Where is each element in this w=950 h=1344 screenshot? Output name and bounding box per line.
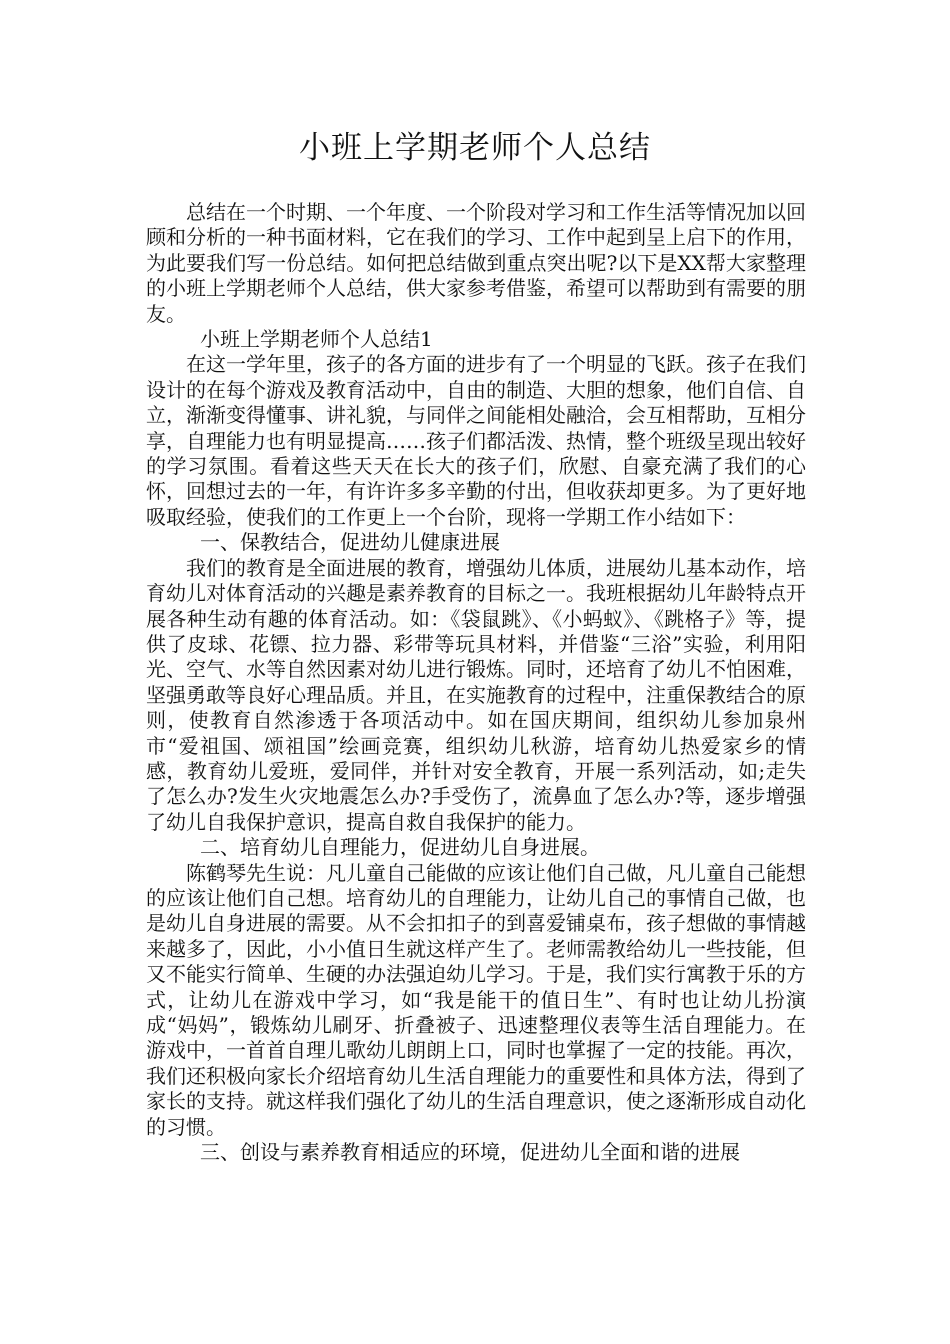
- body-paragraph: 在这一学年里，孩子的各方面的进步有了一个明显的飞跃。孩子在我们设计的在每个游戏及教育活动中，自由的制造、大胆的想象，他们自信、自立，渐渐变得懂事、讲礼貌，与同伴之间能相处融洽，会互相帮助，互相分享，自理能力也有明显提高……孩子们都活泼、热情，整个班级呈现出较好的学习氛围。看着这些天天在长大的孩子们，欣慰、自豪充满了我们的心怀，回想过去的一年，有许许多多辛勤的付出，但收获却更多。为了更好地吸取经验，使我们的工作更上一个台阶，现将一学期工作小结如下：: [146, 352, 806, 529]
- section-heading: 小班上学期老师个人总结1: [200, 327, 433, 352]
- section-heading: 一、保教结合，促进幼儿健康进展: [200, 530, 500, 555]
- section-heading: 三、创设与素养教育相适应的环境，促进幼儿全面和谐的进展: [200, 1140, 740, 1165]
- document-title: 小班上学期老师个人总结: [299, 130, 651, 166]
- body-paragraph: 我们的教育是全面进展的教育，增强幼儿体质，进展幼儿基本动作，培育幼儿对体育活动的兴趣是素养教育的目标之一。我班根据幼儿年龄特点开展各种生动有趣的体育活动。如：《袋鼠跳》、《小蚂蚁》、《跳格子》等，提供了皮球、花镖、拉力器、彩带等玩具材料，并借鉴“三浴”实验，利用阳光、空气、水等自然因素对幼儿进行锻炼。同时，还培育了幼儿不怕困难，坚强勇敢等良好心理品质。并且，在实施教育的过程中，注重保教结合的原则，使教育自然渗透于各项活动中。如在国庆期间，组织幼儿参加泉州市“爱祖国、颂祖国”绘画竞赛，组织幼儿秋游，培育幼儿热爱家乡的情感，教育幼儿爱班，爱同伴，并针对安全教育，开展一系列活动，如;走失了怎么办?发生火灾地震怎么办?手受伤了，流鼻血了怎么办?等，逐步增强了幼儿自我保护意识，提高自救自我保护的能力。: [146, 555, 806, 834]
- body-paragraph: 陈鹤琴先生说：凡儿童自己能做的应该让他们自己做，凡儿童自己能想的应该让他们自己想。培育幼儿的自理能力，让幼儿自己的事情自己做，也是幼儿自身进展的需要。从不会扣扣子的到喜爱铺桌布，孩子想做的事情越来越多了，因此，小小值日生就这样产生了。老师需教给幼儿一些技能，但又不能实行简单、生硬的办法强迫幼儿学习。于是，我们实行寓教于乐的方式，让幼儿在游戏中学习，如“我是能干的值日生”、有时也让幼儿扮演成“妈妈”，锻炼幼儿刷牙、折叠被子、迅速整理仪表等生活自理能力。在游戏中，一首首自理儿歌幼儿朗朗上口，同时也掌握了一定的技能。再次，我们还积极向家长介绍培育幼儿生活自理能力的重要性和具体方法，得到了家长的支持。就这样我们强化了幼儿的生活自理意识，使之逐渐形成自动化的习惯。: [146, 860, 806, 1139]
- section-heading: 二、培育幼儿自理能力，促进幼儿自身进展。: [200, 835, 600, 860]
- document-body: [146, 200, 806, 1165]
- intro-paragraph: 总结在一个时期、一个年度、一个阶段对学习和工作生活等情况加以回顾和分析的一种书面材料，它在我们的学习、工作中起到呈上启下的作用，为此要我们写一份总结。如何把总结做到重点突出呢?以下是XX帮大家整理的小班上学期老师个人总结，供大家参考借鉴，希望可以帮助到有需要的朋友。: [146, 200, 806, 326]
